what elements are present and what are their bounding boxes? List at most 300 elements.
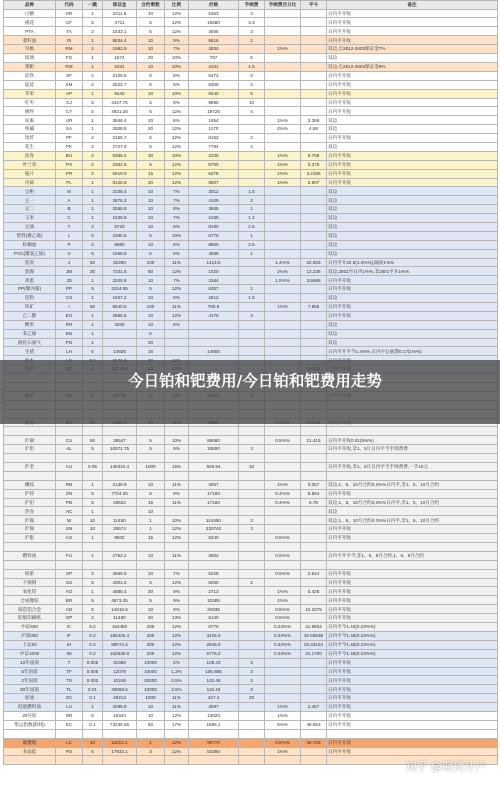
table-cell: 2 bbox=[83, 80, 103, 89]
table-cell: 12% bbox=[165, 160, 189, 169]
table-cell: 1 bbox=[83, 338, 103, 347]
table-cell: 14416.5 bbox=[103, 605, 137, 614]
product-name-cell: 粳米 bbox=[4, 320, 56, 329]
table-cell bbox=[56, 756, 83, 765]
table-cell bbox=[265, 18, 301, 27]
table-cell: 46.653 bbox=[301, 720, 327, 729]
table-cell: 7% bbox=[165, 276, 189, 285]
table-cell: 6%% bbox=[265, 720, 301, 729]
table-cell: 7724.25 bbox=[103, 489, 137, 498]
remark-cell: 日内平开收 bbox=[327, 489, 498, 498]
product-name-cell: 多晶硅 bbox=[4, 747, 56, 756]
table-cell: 1.2 bbox=[239, 214, 265, 223]
table-cell: 2 bbox=[83, 240, 103, 249]
table-row bbox=[4, 18, 498, 27]
table-cell bbox=[301, 62, 327, 71]
table-cell bbox=[239, 614, 265, 623]
table-cell: 9440 bbox=[103, 89, 137, 98]
table-row bbox=[4, 489, 498, 498]
table-cell bbox=[301, 729, 327, 738]
table-cell: 32290 bbox=[103, 258, 137, 267]
table-cell: 1%% bbox=[265, 302, 301, 311]
table-cell bbox=[265, 196, 301, 205]
table-cell: RM bbox=[56, 45, 83, 54]
table-cell: J bbox=[56, 258, 83, 267]
table-cell: 4931.25 bbox=[103, 107, 137, 116]
table-cell: 9% bbox=[165, 596, 189, 605]
table-cell bbox=[239, 125, 265, 134]
table-cell: 5378 bbox=[189, 169, 239, 178]
table-cell: 11% bbox=[165, 302, 189, 311]
table-cell: 10385 bbox=[189, 596, 239, 605]
table-cell bbox=[301, 711, 327, 720]
remark-cell: 双边 bbox=[327, 214, 498, 223]
table-cell: 6770 bbox=[189, 623, 239, 632]
product-name-cell bbox=[4, 427, 56, 436]
table-cell: 0.2 bbox=[83, 631, 103, 640]
table-cell: 1 bbox=[83, 36, 103, 45]
product-name-cell: 锰硅 bbox=[4, 80, 56, 89]
column-header: 价格 bbox=[189, 1, 239, 10]
table-cell bbox=[239, 347, 265, 356]
remark-cell: 日内平今1.45(0.23%%) bbox=[327, 640, 498, 649]
table-cell: 1 bbox=[83, 125, 103, 134]
table-cell: 10 bbox=[137, 703, 165, 712]
table-cell: ZN bbox=[56, 489, 83, 498]
table-cell: 1%% bbox=[265, 703, 301, 712]
table-cell: 9895 bbox=[189, 98, 239, 107]
table-cell: IC bbox=[56, 623, 83, 632]
table-cell: 12% bbox=[165, 711, 189, 720]
remark-cell: 双边 bbox=[327, 125, 498, 134]
table-cell bbox=[301, 98, 327, 107]
table-row bbox=[4, 463, 498, 472]
table-cell bbox=[137, 560, 165, 569]
table-cell: 3.375 bbox=[301, 160, 327, 169]
remark-cell: 双边 bbox=[327, 249, 498, 258]
table-cell: L bbox=[56, 231, 83, 240]
table-cell: 1%% bbox=[265, 45, 301, 54]
remark-cell: 日内平开收 bbox=[327, 27, 498, 36]
table-cell: T bbox=[56, 658, 83, 667]
table-cell bbox=[301, 214, 327, 223]
table-row bbox=[4, 71, 498, 80]
table-cell bbox=[265, 9, 301, 18]
table-cell: 1020 bbox=[189, 267, 239, 276]
table-cell: 30 bbox=[137, 151, 165, 160]
table-cell: 3184 bbox=[189, 276, 239, 285]
table-cell: 2% bbox=[165, 658, 189, 667]
remark-cell: 日内平开收 bbox=[327, 285, 498, 294]
table-row bbox=[4, 578, 498, 587]
table-cell: 10 bbox=[137, 605, 165, 614]
table-cell: 0.1 bbox=[83, 720, 103, 729]
table-cell: 1 bbox=[83, 276, 103, 285]
table-cell: 3 bbox=[239, 667, 265, 676]
table-cell: 3.5665 bbox=[301, 276, 327, 285]
table-cell bbox=[301, 196, 327, 205]
table-cell: 8% bbox=[165, 71, 189, 80]
table-cell: 4 bbox=[239, 142, 265, 151]
table-row bbox=[4, 107, 498, 116]
table-cell bbox=[301, 329, 327, 338]
column-header: 备注 bbox=[327, 1, 498, 10]
table-cell: 2 bbox=[83, 222, 103, 231]
table-cell: 1%% bbox=[265, 178, 301, 187]
table-cell: 10% bbox=[165, 89, 189, 98]
table-cell: 1%% bbox=[265, 711, 301, 720]
table-cell: TF bbox=[56, 667, 83, 676]
table-cell: 6750 bbox=[189, 160, 239, 169]
table-cell: 1 bbox=[83, 9, 103, 18]
table-cell bbox=[189, 427, 239, 436]
table-cell: 6250 bbox=[189, 578, 239, 587]
table-row bbox=[4, 205, 498, 214]
table-cell: 5.426 bbox=[301, 587, 327, 596]
table-cell: 12% bbox=[165, 649, 189, 658]
remark-cell: 日内平开收0.01(5%%) bbox=[327, 436, 498, 445]
table-cell bbox=[239, 569, 265, 578]
table-cell bbox=[265, 249, 301, 258]
table-cell bbox=[239, 551, 265, 560]
table-row bbox=[4, 658, 498, 667]
table-cell bbox=[239, 738, 265, 747]
table-cell bbox=[301, 507, 327, 516]
table-cell bbox=[301, 694, 327, 703]
product-name-cell bbox=[4, 756, 56, 765]
table-cell: 2 bbox=[239, 578, 265, 587]
table-cell: 3546.4 bbox=[103, 116, 137, 125]
table-cell: 12% bbox=[165, 640, 189, 649]
table-cell bbox=[137, 756, 165, 765]
table-cell: 3200 bbox=[103, 320, 137, 329]
table-cell: 1%% bbox=[265, 116, 301, 125]
remark-cell: 日内平开收 bbox=[327, 134, 498, 143]
table-cell: 20 bbox=[83, 738, 103, 747]
table-cell: 11450 bbox=[103, 516, 137, 525]
table-row bbox=[4, 89, 498, 98]
table-cell: 8834.4 bbox=[103, 36, 137, 45]
table-cell: 20 bbox=[137, 54, 165, 63]
table-cell: 5228 bbox=[189, 569, 239, 578]
table-cell: 1 bbox=[83, 187, 103, 196]
table-cell: 155425.4 bbox=[103, 631, 137, 640]
table-cell bbox=[83, 560, 103, 569]
table-cell: 73235.55 bbox=[103, 720, 137, 729]
table-cell bbox=[239, 711, 265, 720]
table-cell bbox=[56, 729, 83, 738]
remark-cell: 双边 bbox=[327, 320, 498, 329]
table-cell: SM bbox=[56, 80, 83, 89]
remark-cell: 日内平开收 bbox=[327, 276, 498, 285]
remark-cell: 日内平开收 bbox=[327, 587, 498, 596]
table-cell: CJ bbox=[56, 98, 83, 107]
table-cell: CF bbox=[56, 18, 83, 27]
table-cell bbox=[239, 729, 265, 738]
table-row bbox=[4, 694, 498, 703]
table-cell: 12% bbox=[165, 623, 189, 632]
table-row bbox=[4, 543, 498, 552]
table-row bbox=[4, 587, 498, 596]
table-cell: 5 bbox=[83, 18, 103, 27]
table-cell: 4885.4 bbox=[103, 587, 137, 596]
product-name-cell: 纸浆 bbox=[4, 569, 56, 578]
table-cell bbox=[301, 471, 327, 480]
remark-cell: 双边,1、5、10月合约0.2%%日内平,非1、5、10月合约 bbox=[327, 480, 498, 489]
table-cell bbox=[239, 498, 265, 507]
table-cell: SR bbox=[56, 9, 83, 18]
table-cell: 1558.6 bbox=[103, 249, 137, 258]
table-cell bbox=[301, 614, 327, 623]
table-cell: 230740 bbox=[189, 525, 239, 534]
table-cell: 10 bbox=[137, 320, 165, 329]
table-cell: 5 bbox=[83, 107, 103, 116]
remark-cell: 日内平开平今1.4%%,日内平仓展期0.17(1%%) bbox=[327, 347, 498, 356]
table-cell bbox=[189, 338, 239, 347]
table-cell bbox=[165, 729, 189, 738]
product-name-cell: 中证1000 bbox=[4, 649, 56, 658]
table-row bbox=[4, 676, 498, 685]
product-name-cell: 沪铅 bbox=[4, 498, 56, 507]
table-cell: 11% bbox=[165, 258, 189, 267]
table-cell: 5 bbox=[83, 285, 103, 294]
table-cell: 1 bbox=[83, 89, 103, 98]
table-cell: 0.5%% bbox=[265, 551, 301, 560]
product-name-cell: 棉纱 bbox=[4, 107, 56, 116]
table-cell: 5 bbox=[137, 249, 165, 258]
table-row bbox=[4, 134, 498, 143]
table-row bbox=[4, 27, 498, 36]
table-cell bbox=[301, 551, 327, 560]
table-row bbox=[4, 222, 498, 231]
table-cell: 3.5% bbox=[165, 685, 189, 694]
table-cell: BU bbox=[56, 151, 83, 160]
table-row bbox=[4, 729, 498, 738]
table-cell: 7% bbox=[165, 45, 189, 54]
table-cell bbox=[265, 560, 301, 569]
table-cell: 10% bbox=[165, 516, 189, 525]
table-cell: BR bbox=[56, 596, 83, 605]
table-cell: 11% bbox=[165, 480, 189, 489]
table-cell: PF bbox=[56, 134, 83, 143]
table-cell: 1 bbox=[83, 205, 103, 214]
table-cell: 2502 bbox=[189, 551, 239, 560]
table-row bbox=[4, 62, 498, 71]
table-cell: UR bbox=[56, 116, 83, 125]
table-row bbox=[4, 436, 498, 445]
table-cell: 4055 bbox=[189, 27, 239, 36]
table-cell: 3 bbox=[239, 516, 265, 525]
table-row bbox=[4, 614, 498, 623]
table-cell: 6.864 bbox=[301, 489, 327, 498]
remark-cell: 双边,自2812-2603保证金7% bbox=[327, 45, 498, 54]
table-cell: 50 bbox=[83, 258, 103, 267]
table-cell bbox=[265, 525, 301, 534]
table-cell: IF bbox=[56, 631, 83, 640]
table-cell bbox=[239, 480, 265, 489]
table-cell: 3 bbox=[239, 685, 265, 694]
table-cell bbox=[239, 560, 265, 569]
table-cell: 28632 bbox=[103, 498, 137, 507]
table-cell: 31.1700 bbox=[301, 649, 327, 658]
table-cell: 2508.8 bbox=[103, 125, 137, 134]
table-cell: 7794 bbox=[189, 142, 239, 151]
table-cell: 0.005 bbox=[83, 658, 103, 667]
table-cell: 1 bbox=[83, 45, 103, 54]
table-cell: 5 bbox=[137, 445, 165, 454]
product-name-cell: 棕榈油 bbox=[4, 240, 56, 249]
table-cell bbox=[239, 534, 265, 543]
table-cell: CY bbox=[56, 107, 83, 116]
product-name-cell: 纯碱 bbox=[4, 125, 56, 134]
table-cell bbox=[137, 454, 165, 463]
table-cell: 10% bbox=[165, 54, 189, 63]
product-name-cell: 尿素 bbox=[4, 116, 56, 125]
table-cell: 10 bbox=[137, 222, 165, 231]
table-cell: OP bbox=[56, 614, 83, 623]
table-cell: 3 bbox=[239, 525, 265, 534]
table-cell: 5 bbox=[83, 747, 103, 756]
table-cell: 20 bbox=[137, 587, 165, 596]
table-cell: SC bbox=[56, 694, 83, 703]
table-cell bbox=[103, 329, 137, 338]
remark-cell: 日内平开收 bbox=[327, 667, 498, 676]
product-name-cell: 苯乙烯 bbox=[4, 329, 56, 338]
table-cell bbox=[239, 489, 265, 498]
column-header: 品种 bbox=[4, 1, 56, 10]
table-cell: 3665 bbox=[189, 205, 239, 214]
table-cell: 3 bbox=[239, 445, 265, 454]
table-cell bbox=[165, 454, 189, 463]
table-cell: 7% bbox=[165, 214, 189, 223]
table-cell: 1 bbox=[83, 116, 103, 125]
table-cell: IM bbox=[56, 649, 83, 658]
product-name-cell: 上证50 bbox=[4, 640, 56, 649]
table-cell: 20 bbox=[137, 125, 165, 134]
table-cell bbox=[165, 756, 189, 765]
table-cell bbox=[239, 436, 265, 445]
remark-cell: 双边 bbox=[327, 294, 498, 303]
table-cell: IH bbox=[56, 640, 83, 649]
table-cell bbox=[265, 658, 301, 667]
remark-cell: 日内平开收 bbox=[327, 658, 498, 667]
table-cell: 10 bbox=[137, 45, 165, 54]
remark-cell: 日内平开收 bbox=[327, 685, 498, 694]
remark-cell bbox=[327, 471, 498, 480]
product-name-cell: 螺纹 bbox=[4, 480, 56, 489]
table-cell: 50 bbox=[83, 302, 103, 311]
table-cell bbox=[301, 294, 327, 303]
product-name-cell: 豆粕 bbox=[4, 187, 56, 196]
table-cell: 1 bbox=[83, 507, 103, 516]
table-cell: 1%% bbox=[265, 151, 301, 160]
table-cell: 11480 bbox=[103, 614, 137, 623]
table-cell bbox=[189, 507, 239, 516]
table-cell bbox=[103, 756, 137, 765]
table-cell: 10 bbox=[137, 480, 165, 489]
table-cell: 10 bbox=[239, 463, 265, 472]
table-cell: 200 bbox=[137, 649, 165, 658]
table-cell bbox=[239, 649, 265, 658]
product-name-cell: 塑料(聚乙烯) bbox=[4, 231, 56, 240]
table-cell: SF bbox=[56, 71, 83, 80]
table-cell: 2431 bbox=[189, 62, 239, 71]
table-cell bbox=[301, 445, 327, 454]
table-cell: 0.23%% bbox=[265, 649, 301, 658]
remark-cell: 日内平开平今,非1、5、9月合约,1、5、9月合约 bbox=[327, 551, 498, 560]
table-cell: 4109 bbox=[189, 196, 239, 205]
table-row bbox=[4, 445, 498, 454]
table-cell: 1 bbox=[83, 214, 103, 223]
table-cell: 8.76 bbox=[301, 498, 327, 507]
table-cell bbox=[301, 71, 327, 80]
product-name-cell: 沪镍 bbox=[4, 516, 56, 525]
product-name-cell: 沪深300 bbox=[4, 631, 56, 640]
table-cell: 10 bbox=[137, 507, 165, 516]
remark-cell: 日内平开收 bbox=[327, 747, 498, 756]
remark-cell: 双边 bbox=[327, 222, 498, 231]
table-cell: P bbox=[56, 240, 83, 249]
table-cell: 53380 bbox=[189, 747, 239, 756]
table-cell: NR bbox=[56, 711, 83, 720]
table-cell: 12% bbox=[165, 178, 189, 187]
table-cell: 2362.5 bbox=[103, 160, 137, 169]
table-row bbox=[4, 45, 498, 54]
table-cell: 4.3 bbox=[239, 18, 265, 27]
table-cell: 4711 bbox=[103, 18, 137, 27]
table-cell: 5 bbox=[137, 578, 165, 587]
table-cell: 1536.8 bbox=[103, 214, 137, 223]
product-name-cell: 豆一 bbox=[4, 196, 56, 205]
product-name-cell: 鸡蛋 bbox=[4, 276, 56, 285]
table-cell: 30 bbox=[83, 267, 103, 276]
table-cell: LU bbox=[56, 703, 83, 712]
table-cell: 2752.2 bbox=[103, 551, 137, 560]
table-cell: 1.5 bbox=[239, 294, 265, 303]
table-row bbox=[4, 320, 498, 329]
table-cell: 16344 bbox=[103, 711, 137, 720]
table-cell: 5 bbox=[83, 711, 103, 720]
table-row bbox=[4, 507, 498, 516]
table-cell: 5 bbox=[137, 27, 165, 36]
table-cell: 1982.9 bbox=[103, 45, 137, 54]
table-cell: 99074.4 bbox=[103, 640, 137, 649]
table-cell: 20.33154 bbox=[301, 640, 327, 649]
table-cell bbox=[265, 205, 301, 214]
table-cell: 1 bbox=[137, 738, 165, 747]
table-cell bbox=[165, 338, 189, 347]
table-cell: 50 bbox=[137, 720, 165, 729]
table-cell bbox=[189, 729, 239, 738]
remark-cell: 日内平开收,非1、5月日内平今手续费费 bbox=[327, 445, 498, 454]
table-cell: 20000 bbox=[137, 676, 165, 685]
table-cell bbox=[239, 471, 265, 480]
table-cell: 0.8%% bbox=[265, 738, 301, 747]
table-cell: 5 bbox=[137, 98, 165, 107]
table-cell: NI bbox=[56, 516, 83, 525]
table-cell: 20 bbox=[137, 178, 165, 187]
table-cell bbox=[265, 80, 301, 89]
table-cell bbox=[301, 231, 327, 240]
table-cell: 5 bbox=[83, 596, 103, 605]
table-cell: 10% bbox=[165, 62, 189, 71]
table-cell: 3395.8 bbox=[103, 703, 137, 712]
table-cell: 14925 bbox=[103, 347, 137, 356]
remark-cell bbox=[327, 427, 498, 436]
table-cell: 10 bbox=[137, 89, 165, 98]
table-cell: 12% bbox=[165, 18, 189, 27]
table-cell: 5 bbox=[137, 489, 165, 498]
